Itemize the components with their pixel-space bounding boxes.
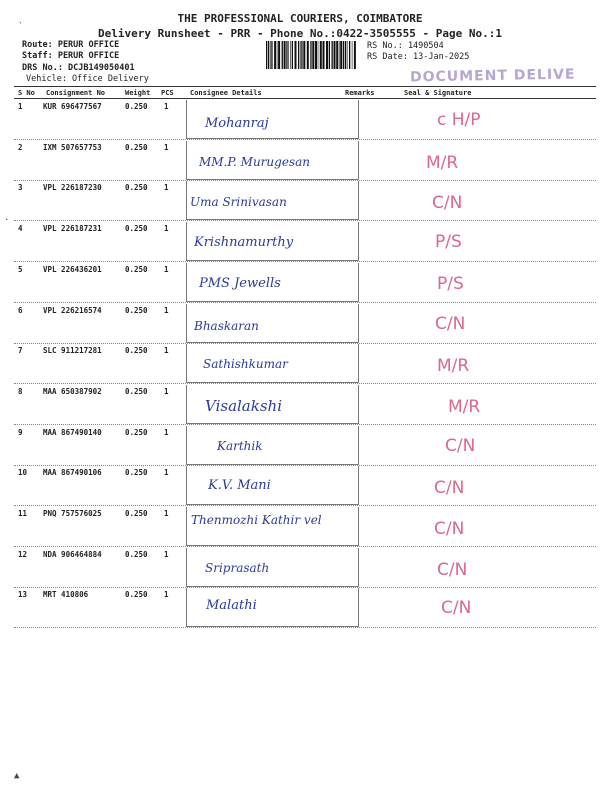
barcode-bar [278,41,280,69]
barcode-bar [298,41,299,69]
pcs-cell: 1 [164,224,169,234]
barcode-bar [301,41,302,69]
consignment-cell: KUR 696477567 [43,102,102,111]
sno-cell: 2 [18,142,23,152]
barcode-bar [332,41,333,69]
pcs-cell: 1 [164,509,169,518]
col-remarks: Remarks [345,89,375,97]
sno-cell: 6 [18,305,23,315]
consignment-cell: MAA 867490140 [43,427,102,437]
weight-cell: 0.250 [125,183,148,193]
consignment-cell: PNQ 757576025 [43,509,102,518]
weight-cell: 0.250 [125,264,148,274]
route-label: Route: PERUR OFFICE [22,40,120,50]
col-pcs: PCS [161,89,174,97]
barcode-bar [343,41,344,69]
pcs-cell: 1 [164,386,169,396]
consignment-cell: MAA 650387902 [43,386,102,396]
rs-number: RS No.: 1490504 [367,41,444,51]
sno-cell: 4 [18,224,23,234]
sno-cell: 11 [18,509,28,518]
table-top-rule [14,86,596,87]
consignment-cell: VPL 226216574 [43,305,102,315]
consignment-cell: SLC 911217281 [43,346,102,356]
consignee-name: Mohanraj [205,116,269,131]
seal-signature: M/R [437,356,470,377]
barcode-bar [310,41,311,69]
sno-cell: 7 [18,346,23,356]
barcode-bar [352,41,353,69]
col-sno: S No [18,89,35,97]
seal-signature: M/R [448,396,481,417]
seal-signature: C/N [432,193,463,214]
seal-signature: C/N [437,559,468,580]
table-row [14,466,596,506]
barcode-bar [277,41,278,69]
barcode-bar [336,41,338,69]
company-title: THE PROFESSIONAL COURIERS, COIMBATORE [177,12,423,25]
barcode-bar [271,41,272,69]
pcs-cell: 1 [164,183,169,193]
sno-cell: 9 [18,427,23,437]
seal-signature: P/S [435,232,462,253]
staff-label: Staff: PERUR OFFICE [22,51,120,61]
table-row [14,548,596,588]
barcode-bar [339,41,340,69]
pcs-cell: 1 [164,346,169,356]
barcode-bar [347,41,348,69]
table-row [14,385,596,425]
seal-signature: C/N [434,478,465,499]
weight-cell: 0.250 [125,102,148,111]
barcode-bar [334,41,336,69]
col-weight: Weight [125,89,151,97]
weight-cell: 0.250 [125,346,148,356]
seal-signature: C/N [435,313,466,334]
weight-cell: 0.250 [125,509,148,518]
barcode-bar [318,41,319,69]
pcs-cell: 1 [164,102,169,111]
table-row [14,263,596,303]
barcode-bar [288,41,289,69]
table-header-rule [14,98,596,99]
barcode-bar [326,41,328,69]
consignee-name: Krishnamurthy [194,235,294,251]
consignee-name: Karthik [217,438,263,453]
weight-cell: 0.250 [125,549,148,559]
col-consignee: Consignee Details [190,89,262,97]
barcode-bar [312,41,314,69]
consignee-name: Sriprasath [205,560,270,575]
seal-signature: P/S [437,273,464,294]
barcode-bar [340,41,342,69]
table-row [14,426,596,466]
weight-cell: 0.250 [125,305,148,315]
seal-signature: C/N [434,519,465,539]
runsheet-subtitle: Delivery Runsheet - PRR - Phone No.:0422-3505555 - Page No.:1 [98,27,502,40]
barcode-bar [300,41,301,69]
document-delivery-stamp: DOCUMENT DELIVE [409,66,576,86]
barcode-bar [284,41,286,69]
row-separator [14,627,596,628]
consignee-name: Bhaskaran [194,318,259,333]
barcode-bar [307,41,309,69]
vehicle-label: Vehicle: Office Delivery [26,74,149,84]
consignee-name: Malathi [206,598,257,614]
barcode-bar [292,41,293,69]
sno-cell: 13 [18,590,28,600]
sno-cell: 12 [18,549,28,559]
margin-mark: . [4,213,10,223]
col-seal: Seal & Signature [404,89,472,97]
barcode-bar [282,41,283,69]
barcode-bar [270,41,271,69]
weight-cell: 0.250 [125,386,148,396]
pcs-cell: 1 [164,427,169,437]
consignee-name: Thenmozhi Kathir vel [191,513,322,527]
seal-signature: M/R [426,152,459,173]
sno-cell: 1 [18,102,23,111]
barcode-bar [315,41,317,69]
sno-cell: 5 [18,264,23,274]
table-row [14,507,596,547]
scan-mark: ` [18,22,24,32]
consignee-name: Uma Srinivasan [190,195,287,210]
consignment-cell: VPL 226436201 [43,264,102,274]
table-row [14,100,596,140]
weight-cell: 0.250 [125,142,148,152]
barcode-bar [290,41,291,69]
barcode-bar [323,41,325,69]
barcode-bar [354,41,356,69]
table-row [14,141,596,181]
consignee-name: Sathishkumar [203,357,288,372]
col-consignment: Consignment No [46,89,106,97]
consignment-cell: MRT 410806 [43,590,89,600]
consignment-cell: VPL 226187231 [43,224,102,234]
table-row [14,344,596,384]
seal-signature: c H/P [437,110,481,130]
barcode-bar [295,41,297,69]
consignment-cell: MAA 867490106 [43,468,102,478]
weight-cell: 0.250 [125,590,148,600]
consignee-name: K.V. Mani [208,478,271,494]
barcode-bar [320,41,322,69]
weight-cell: 0.250 [125,468,148,478]
table-row [14,304,596,344]
weight-cell: 0.250 [125,224,148,234]
table-row [14,222,596,262]
barcode-bar [329,41,330,69]
barcode-bar [349,41,350,69]
drs-number: DRS No.: DCJB149050401 [22,63,135,73]
consignment-cell: NDA 906464884 [43,549,102,559]
sno-cell: 10 [18,468,28,478]
pcs-cell: 1 [164,264,169,274]
consignee-name: PMS Jewells [199,275,281,291]
consignment-cell: IXM 507657753 [43,142,102,152]
barcode-bar [268,41,269,69]
consignee-box [186,426,359,465]
table-row [14,588,596,628]
margin-mark: ▲ [14,771,20,781]
pcs-cell: 1 [164,142,169,152]
barcode [266,41,356,69]
rs-date: RS Date: 13-Jan-2025 [367,52,470,62]
weight-cell: 0.250 [125,427,148,437]
sno-cell: 3 [18,183,23,193]
barcode-bar [345,41,346,69]
seal-signature: C/N [445,435,476,456]
barcode-bar [286,41,287,69]
consignment-cell: VPL 226187230 [43,183,102,193]
pcs-cell: 1 [164,468,169,478]
sno-cell: 8 [18,386,23,396]
seal-signature: C/N [441,598,472,619]
consignee-name: Visalakshi [205,396,282,415]
pcs-cell: 1 [164,549,169,559]
pcs-cell: 1 [164,590,169,600]
barcode-bar [266,41,267,69]
pcs-cell: 1 [164,305,169,315]
consignee-name: MM.P. Murugesan [199,154,310,169]
barcode-bar [303,41,305,69]
table-row [14,181,596,221]
barcode-bar [274,41,276,69]
